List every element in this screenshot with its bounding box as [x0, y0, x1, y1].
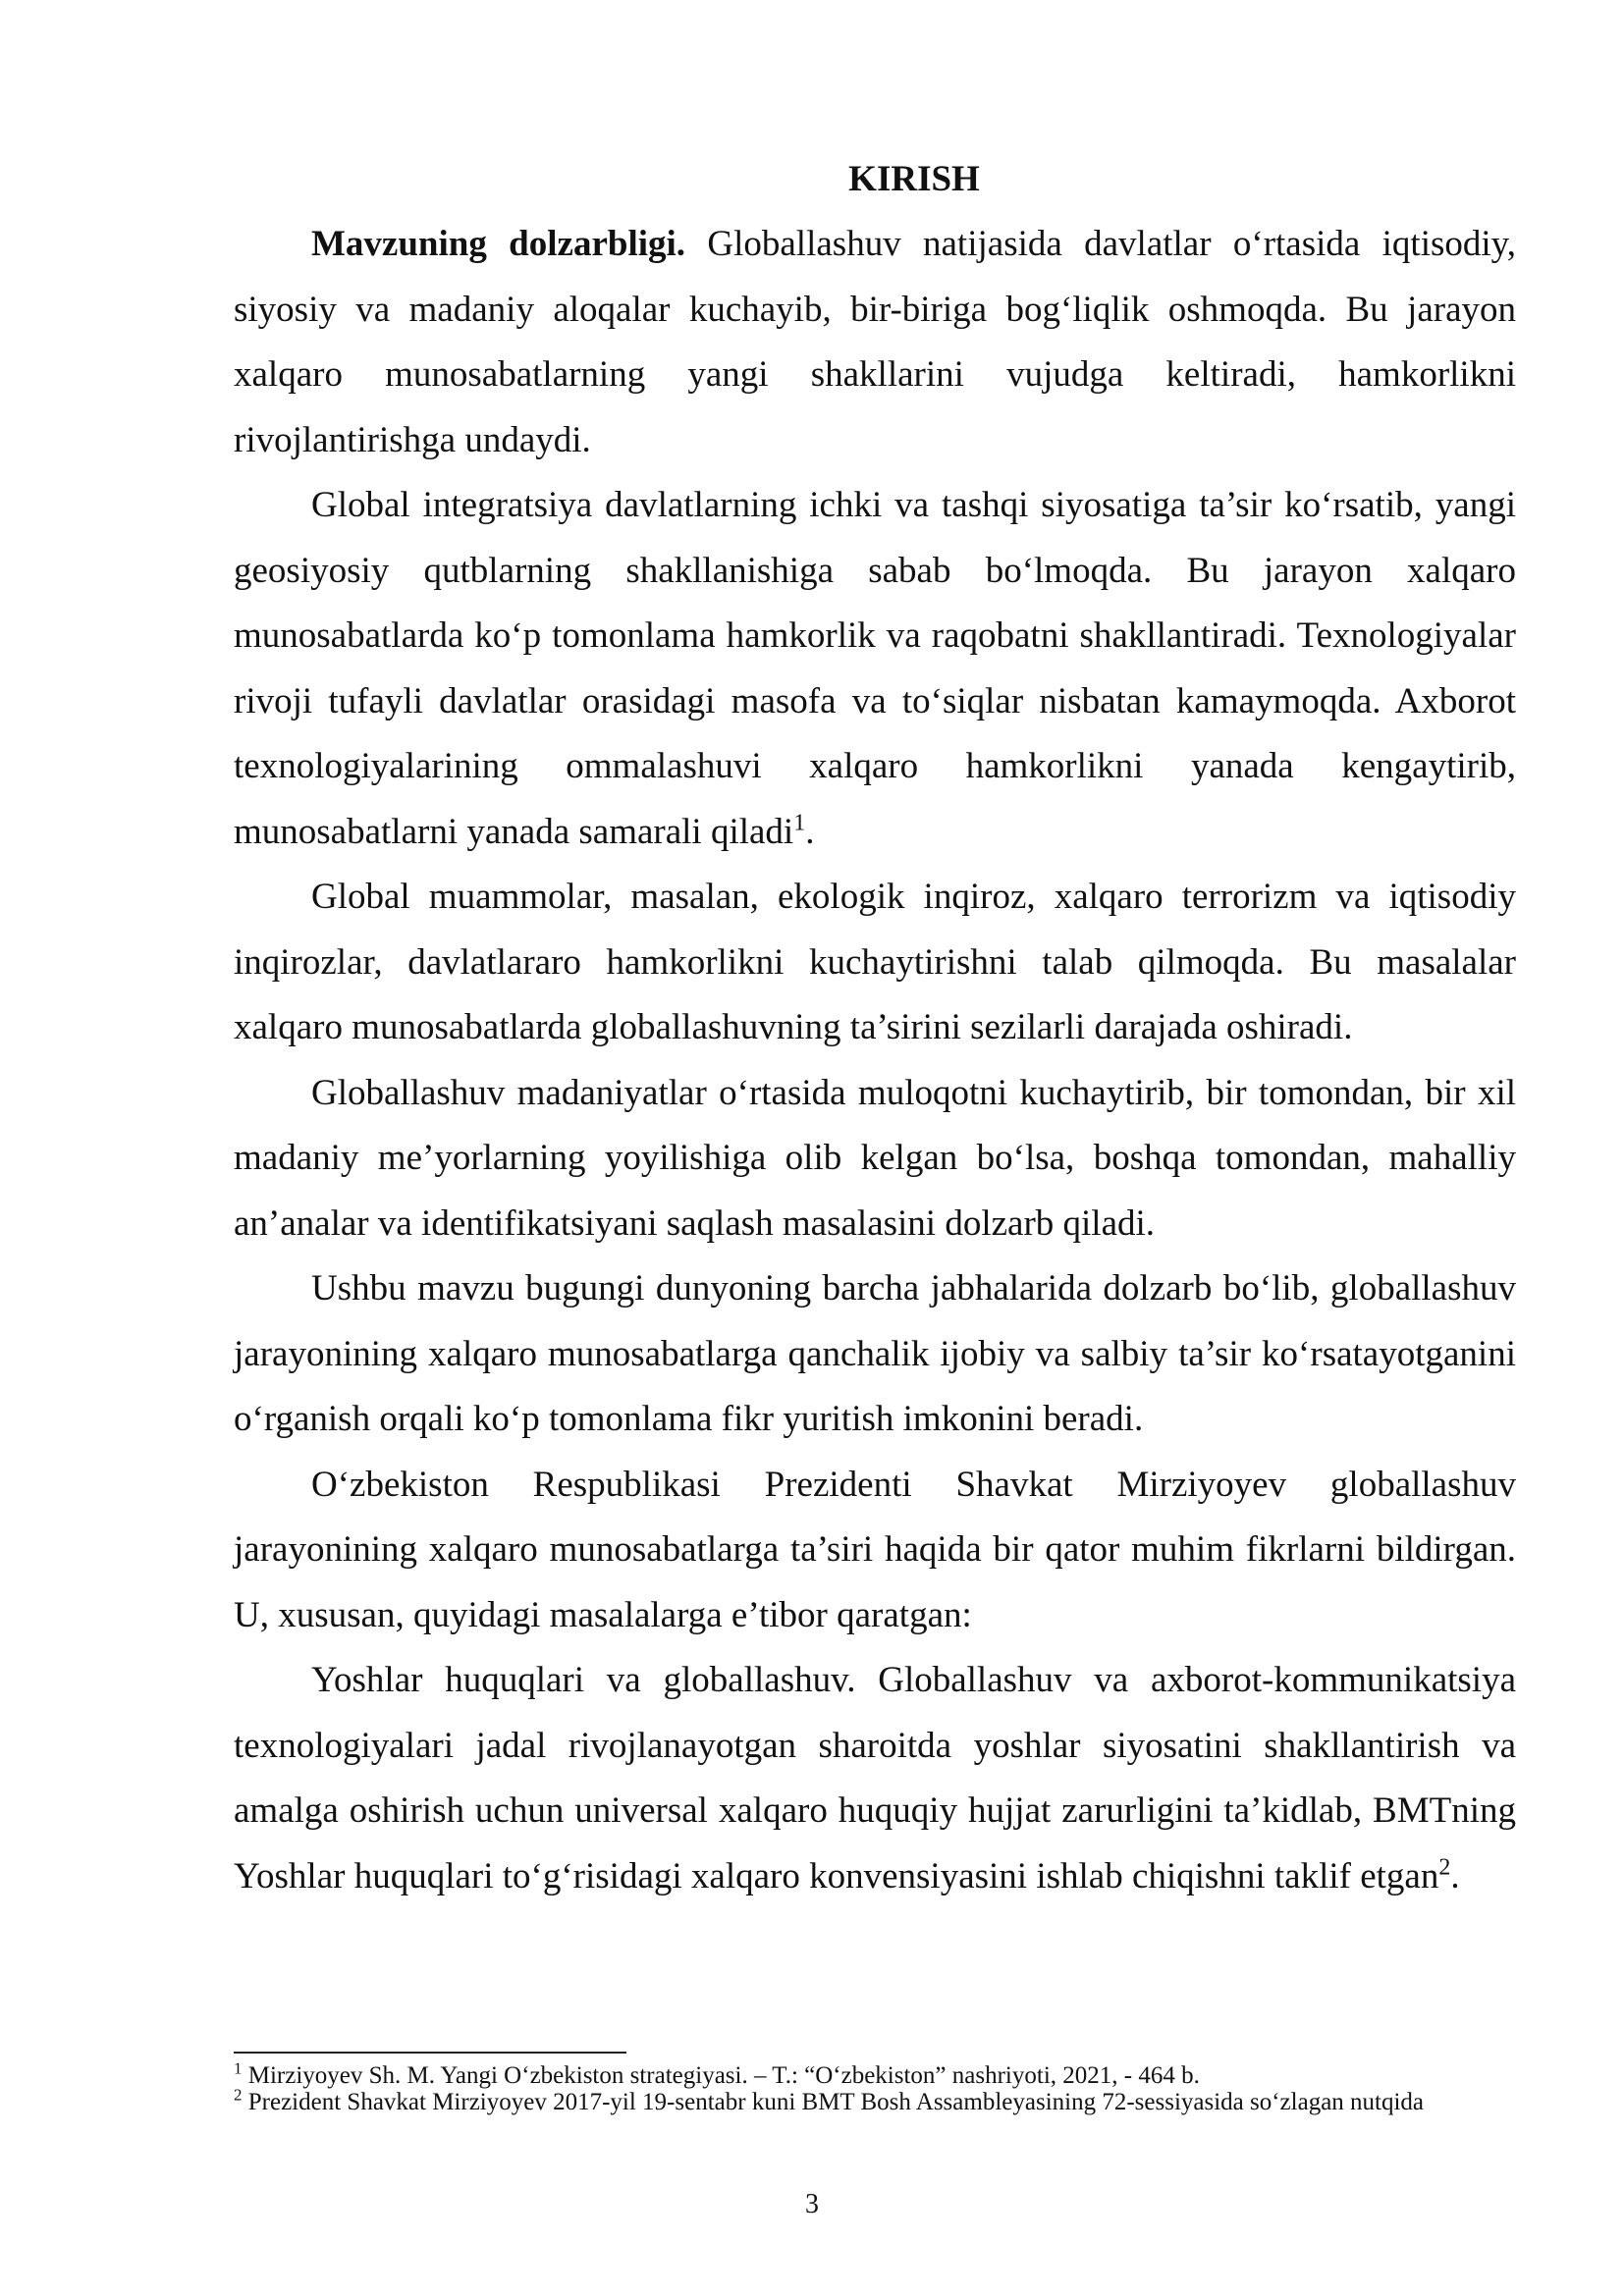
footnotes [234, 2058, 1516, 2115]
page-title: KIRISH [848, 159, 980, 199]
paragraph-text: Yoshlar huquqlari va globallashuv. Globallashuv va axborot-kommunikatsiya texnologiyalari jadal rivojlanayotgan sharoitda yoshlar siyosatini shakllantirish va amalga oshirish uchun universal xalqaro huquqiy hujjat zarurligini ta’kidlab, BMTning Yoshlar huquqlari to‘g‘risidagi xalqaro konvensiyasini ishlab chiqishni taklif etgan [234, 1660, 1516, 1896]
paragraph-president [234, 1453, 1516, 1649]
footnote-mark: 1 [234, 2058, 243, 2078]
paragraph-cultures [234, 1061, 1516, 1257]
page-number: 3 [805, 2189, 819, 2219]
page-body [234, 147, 1516, 1909]
paragraph-end: . [805, 811, 815, 852]
paragraph-integration [234, 473, 1516, 865]
paragraph-text: O‘zbekiston Respublikasi Prezidenti Shavkat Mirziyoyev globallashuv jarayonining xalqaro munosabatlarga ta’siri haqida bir qator muhim fikrlarni bildirgan. U, xususan, quyidagi masalalarga e’tibor qaratgan: [234, 1464, 1516, 1635]
paragraph-text: Globallashuv natijasida davlatlar o‘rtasida iqtisodiy, siyosiy va madaniy aloqalar kuchayib, bir-biriga bog‘liqlik oshmoqda. Bu jarayon xalqaro munosabatlarning yangi shakllarini vujudga keltiradi, hamkorlikni rivojlantirishga undaydi. [234, 224, 1517, 460]
paragraph-lead: Mavzuning dolzarbligi. [311, 224, 686, 264]
footnote-reference: 2 [1438, 1854, 1451, 1881]
footnote-text: Mirziyoyev Sh. M. Yangi O‘zbekiston strategiyasi. – T.: “O‘zbekiston” nashriyoti, 2021, - 464 b. [242, 2062, 1200, 2089]
footnote-separator [234, 2052, 626, 2054]
footnote-mark: 2 [234, 2085, 243, 2105]
paragraph-text: Globallashuv madaniyatlar o‘rtasida muloqotni kuchaytirib, bir tomondan, bir xil madaniy me’yorlarning yoyilishiga olib kelgan bo‘lsa, boshqa tomondan, mahalliy an’analar va identifikatsiyani saqlash masalasini dolzarb qiladi. [234, 1072, 1516, 1244]
paragraph-relevance [234, 212, 1516, 473]
footnote-2 [234, 2085, 1516, 2115]
paragraph-global-problems [234, 865, 1516, 1061]
paragraph-end: . [1450, 1855, 1460, 1896]
paragraph-text: Global muammolar, masalan, ekologik inqiroz, xalqaro terrorizm va iqtisodiy inqirozlar, davlatlararo hamkorlikni kuchaytirishni talab qilmoqda. Bu masalalar xalqaro munosabatlarda globallashuvning ta’sirini sezilarli darajada oshiradi. [234, 877, 1516, 1047]
paragraph-text: Ushbu mavzu bugungi dunyoning barcha jabhalarida dolzarb bo‘lib, globallashuv jarayonining xalqaro munosabatlarga qanchalik ijobiy va salbiy ta’sir ko‘rsatayotganini o‘rganish orqali ko‘p tomonlama fikr yuritish imkonini beradi. [234, 1268, 1516, 1439]
footnote-text: Prezident Shavkat Mirziyoyev 2017-yil 19-sentabr kuni BMT Bosh Assambleyasining 72-sessiyasida so‘zlagan nutqida [242, 2089, 1425, 2115]
footnote-1 [234, 2058, 1516, 2089]
paragraph-youth-rights [234, 1648, 1516, 1909]
footnote-reference: 1 [793, 810, 806, 836]
paragraph-topic [234, 1256, 1516, 1453]
paragraph-text: Global integratsiya davlatlarning ichki va tashqi siyosatiga ta’sir ko‘rsatib, yangi geosiyosiy qutblarning shakllanishiga sabab bo‘lmoqda. Bu jarayon xalqaro munosabatlarda ko‘p tomonlama hamkorlik va raqobatni shakllantiradi. Texnologiyalar rivoji tufayli davlatlar orasidagi masofa va to‘siqlar nisbatan kamaymoqda. Axborot texnologiyalarining ommalashuvi xalqaro hamkorlikni yanada kengaytirib, munosabatlarni yanada samarali qiladi [234, 485, 1516, 852]
